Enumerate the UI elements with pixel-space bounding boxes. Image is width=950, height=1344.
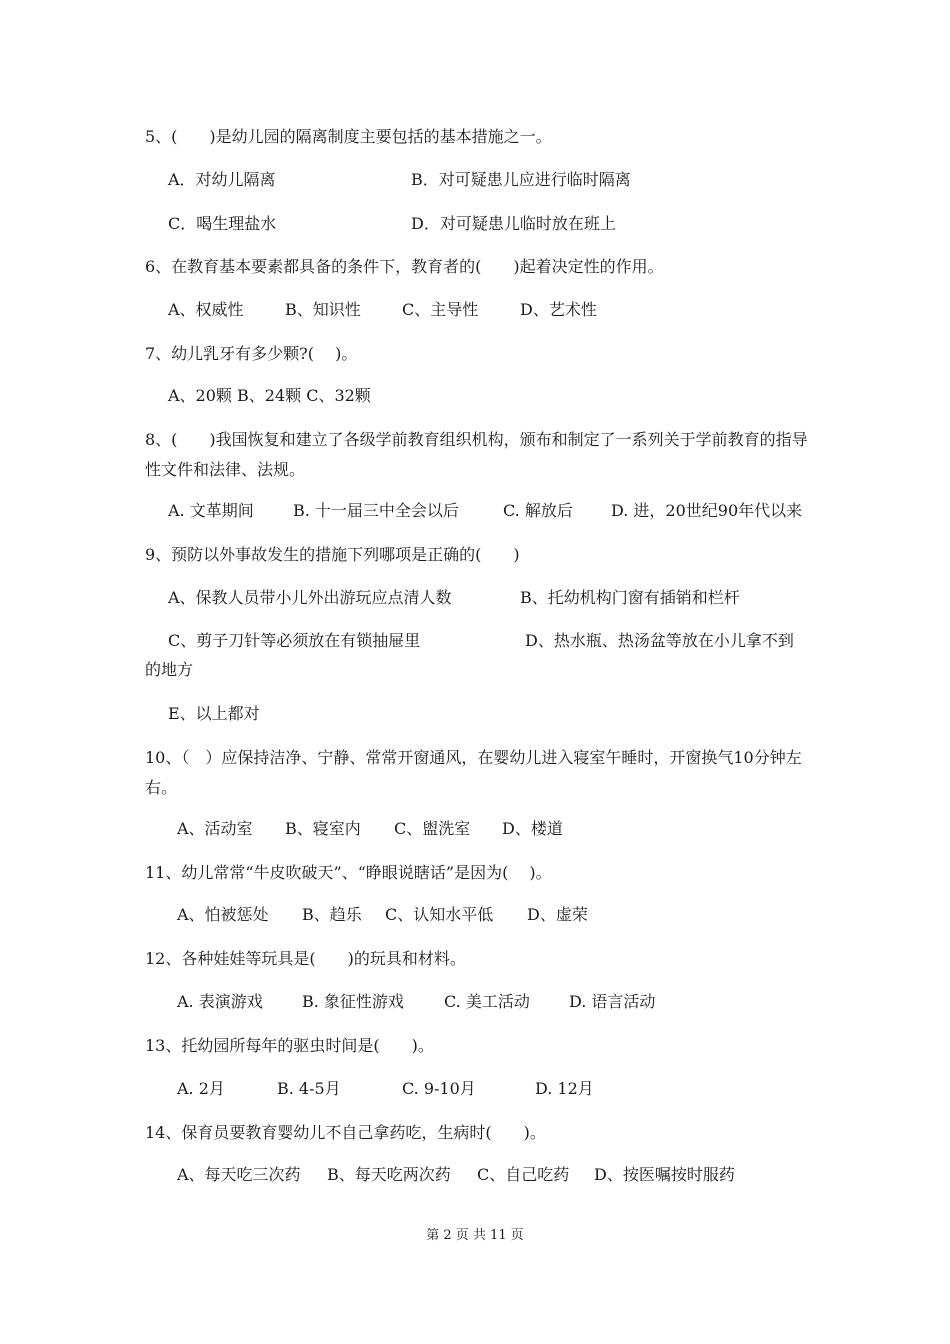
question-8-options bbox=[168, 499, 818, 523]
question-9-option-a: A、保教人员带小儿外出游玩应点清人数 bbox=[168, 588, 452, 607]
question-8: 8、( )我国恢复和建立了各级学前教育组织机构，颁布和制定了一系列关于学前教育的指导性文件和法律、法规。 bbox=[145, 430, 808, 479]
question-12-option-b: B. 象征性游戏 bbox=[302, 992, 404, 1011]
question-6-option-d: D、艺术性 bbox=[520, 300, 597, 319]
question-9-option-b: B、托幼机构门窗有插销和栏杆 bbox=[520, 588, 740, 607]
question-10: 10、（ ）应保持洁净、宁静、常常开窗通风，在婴幼儿进入寝室午睡时，开窗换气10分钟左右。 bbox=[145, 748, 802, 797]
question-6-options bbox=[168, 298, 818, 322]
question-9-options bbox=[168, 586, 818, 610]
question-5-options bbox=[168, 168, 818, 192]
question-11-option-c: C、认知水平低 bbox=[385, 905, 494, 924]
question-12-options bbox=[177, 990, 827, 1014]
question-12: 12、各种娃娃等玩具是( )的玩具和材料。 bbox=[145, 949, 466, 968]
question-8-option-b: B. 十一届三中全会以后 bbox=[293, 501, 459, 520]
question-14-option-b: B、每天吃两次药 bbox=[327, 1165, 451, 1184]
question-10-option-d: D、楼道 bbox=[502, 819, 563, 838]
question-11-option-b: B、趋乐 bbox=[302, 905, 362, 924]
question-5-option-a: A．对幼儿隔离 bbox=[168, 170, 276, 189]
question-6-option-c: C、主导性 bbox=[402, 300, 479, 319]
question-10-option-b: B、寝室内 bbox=[285, 819, 361, 838]
question-10-option-a: A、活动室 bbox=[177, 819, 253, 838]
question-11: 11、幼儿常常“牛皮吹破天”、“睁眼说瞎话”是因为( )。 bbox=[145, 863, 552, 882]
question-13: 13、托幼园所每年的驱虫时间是( )。 bbox=[145, 1036, 434, 1055]
question-9-option-d-continued: 的地方 bbox=[145, 660, 194, 679]
question-8-option-d: D. 进，20世纪90年代以来 bbox=[611, 501, 803, 520]
page-footer: 第 2 页 共 11 页 bbox=[426, 1228, 524, 1243]
question-9: 9、预防以外事故发生的措施下列哪项是正确的( ) bbox=[145, 545, 520, 564]
question-14-options bbox=[177, 1163, 827, 1187]
question-6-option-a: A、权威性 bbox=[168, 300, 244, 319]
question-9-option-d: D、热水瓶、热汤盆等放在小儿拿不到 bbox=[525, 631, 794, 650]
question-5-options-2 bbox=[168, 212, 818, 236]
question-12-option-a: A. 表演游戏 bbox=[177, 992, 263, 1011]
question-14-option-a: A、每天吃三次药 bbox=[177, 1165, 301, 1184]
question-8-option-c: C. 解放后 bbox=[503, 501, 573, 520]
question-9-option-c: C、剪子刀针等必须放在有锁抽屉里 bbox=[168, 631, 421, 650]
question-13-options bbox=[177, 1077, 827, 1101]
question-12-option-d: D. 语言活动 bbox=[569, 992, 656, 1011]
question-6-option-b: B、知识性 bbox=[285, 300, 361, 319]
question-5-option-d: D．对可疑患儿临时放在班上 bbox=[411, 214, 616, 233]
question-13-option-a: A. 2月 bbox=[177, 1079, 225, 1098]
question-13-option-c: C. 9-10月 bbox=[402, 1079, 476, 1098]
question-10-options bbox=[177, 817, 827, 841]
question-5: 5、( )是幼儿园的隔离制度主要包括的基本措施之一。 bbox=[145, 127, 552, 146]
question-5-option-b: B．对可疑患儿应进行临时隔离 bbox=[411, 170, 631, 189]
question-11-option-d: D、虚荣 bbox=[527, 905, 588, 924]
question-13-option-d: D. 12月 bbox=[535, 1079, 594, 1098]
question-14: 14、保育员要教育婴幼儿不自己拿药吃，生病时( )。 bbox=[145, 1123, 546, 1142]
question-7-options: A、20颗 B、24颗 C、32颗 bbox=[168, 386, 371, 405]
question-14-option-c: C、自己吃药 bbox=[477, 1165, 570, 1184]
question-9-options-2 bbox=[168, 629, 818, 653]
question-5-option-c: C．喝生理盐水 bbox=[168, 214, 277, 233]
question-14-option-d: D、按医嘱按时服药 bbox=[594, 1165, 735, 1184]
question-10-option-c: C、盥洗室 bbox=[394, 819, 471, 838]
question-13-option-b: B. 4-5月 bbox=[277, 1079, 341, 1098]
question-11-option-a: A、怕被惩处 bbox=[177, 905, 269, 924]
question-7: 7、幼儿乳牙有多少颗?( )。 bbox=[145, 344, 358, 363]
question-11-options bbox=[177, 903, 827, 927]
question-6: 6、在教育基本要素都具备的条件下，教育者的( )起着决定性的作用。 bbox=[145, 257, 664, 276]
question-9-option-e: E、以上都对 bbox=[168, 704, 260, 723]
question-12-option-c: C. 美工活动 bbox=[444, 992, 530, 1011]
question-8-option-a: A. 文革期间 bbox=[168, 501, 254, 520]
